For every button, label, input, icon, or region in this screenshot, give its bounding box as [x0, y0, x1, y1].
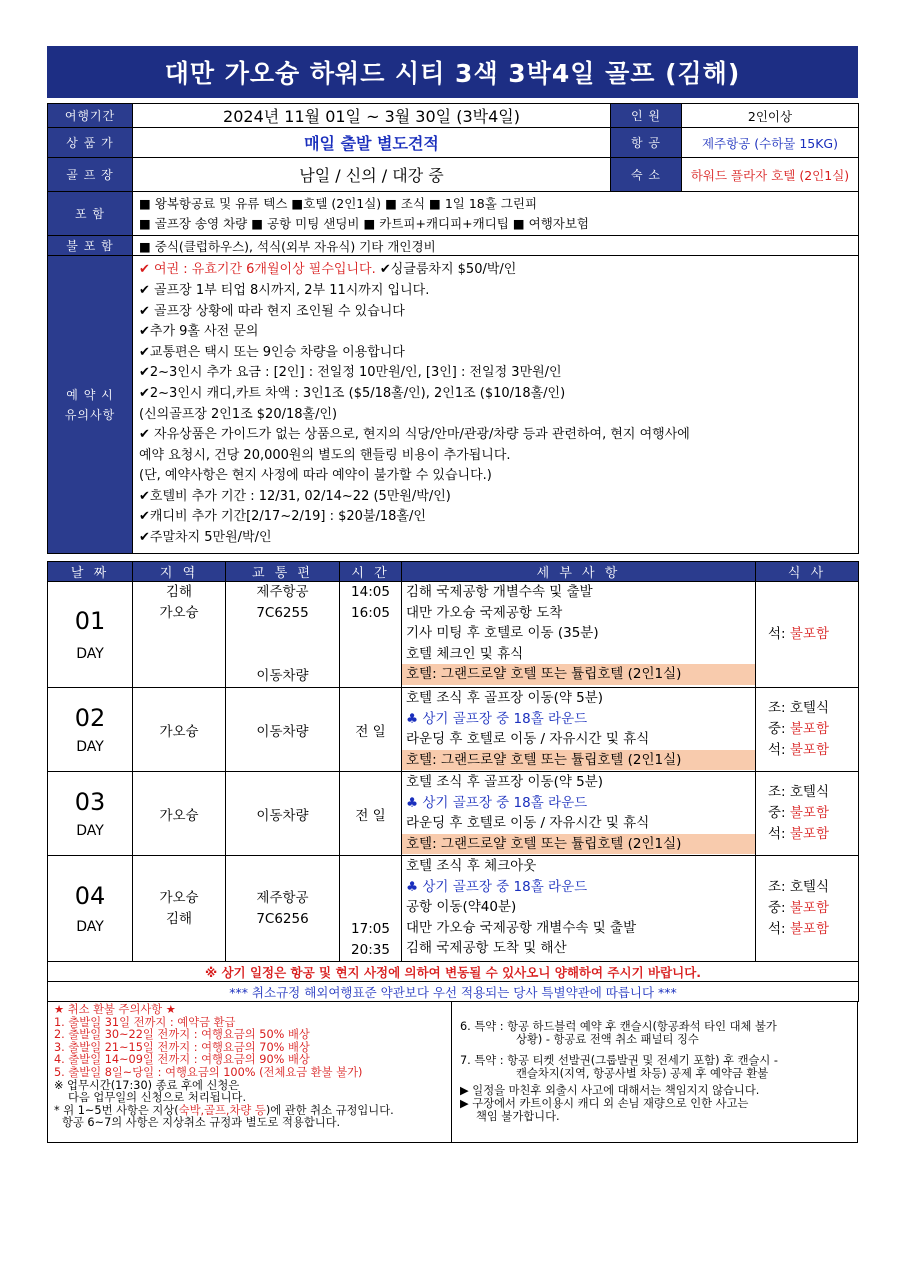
schedule-notice: ※ 상기 일정은 항공 및 현지 사정에 의하여 변동될 수 있사오니 양해하여 주시기 바랍니다.	[48, 962, 859, 982]
exclude-value: ■ 중식(클럽하우스), 석식(외부 자유식) 기타 개인경비	[133, 236, 859, 256]
special-term-6: 6. 특약 : 항공 하드블럭 예약 후 캔슬시(항공좌석 타인 대체 불가	[460, 1020, 777, 1033]
meal-label: 중:	[768, 721, 786, 737]
day-word: DAY	[76, 918, 104, 935]
cancel-item: 1. 출발일 31일 전까지 : 예약금 환급	[54, 1015, 236, 1029]
detail-line: ♣ 상기 골프장 중 18홀 라운드	[406, 794, 588, 811]
detail-line: 기사 미팅 후 호텔로 이동 (35분)	[406, 625, 599, 641]
meal-label: 중:	[768, 805, 786, 821]
meal-value: 불포함	[789, 742, 830, 758]
notes-label-line-1: 예 약 시	[66, 387, 114, 402]
transport-text	[226, 624, 339, 645]
notes-line: (단, 예약사항은 현지 사정에 따라 예약이 불가할 수 있습니다.)	[139, 468, 492, 484]
region-text: 김해	[165, 910, 193, 927]
transport-text: 이동차량	[256, 668, 309, 684]
cancel-policy-left	[48, 1002, 452, 1142]
notes-line: ✔주말차지 5만원/박/인	[139, 530, 272, 546]
notes-list	[133, 256, 859, 554]
single-room-note: ✔싱글룸차지 $50/박/인	[375, 262, 517, 278]
day-number: 01	[74, 606, 106, 635]
col-details: 세 부 사 항	[402, 562, 756, 582]
detail-line: 호텔 조식 후 체크아웃	[406, 858, 537, 874]
detail-line: 공항 이동(약40분)	[406, 899, 517, 915]
notes-line: (신의골프장 2인1조 $20/18홀/인)	[139, 406, 338, 422]
include-line-1: ■ 왕복항공료 및 유류 텍스 ■호텔 (2인1실) ■ 조식 ■ 1일 18홀 그린피	[139, 195, 538, 211]
meal-label: 중:	[768, 900, 786, 916]
cancel-policy-notice: *** 취소규정 해외여행표준 약관보다 우선 적용되는 당사 특별약관에 따릅니다 ***	[48, 982, 859, 1002]
notes-line: ✔2~3인시 추가 요금 : [2인] : 전일정 10만원/인, [3인] : 전일정 3만원/인	[139, 365, 562, 381]
people-value: 2인이상	[682, 104, 859, 128]
time-text: 17:05	[351, 921, 390, 937]
meal-label: 석:	[768, 921, 786, 937]
meal-value: 불포함	[789, 721, 830, 737]
ground-note-pre: * 위 1~5번 사항은 지상(	[54, 1103, 179, 1117]
hotel-label: 숙 소	[611, 158, 682, 192]
col-meal: 식 사	[756, 562, 859, 582]
cancel-item: 3. 출발일 21~15일 전까지 : 여행요금의 70% 배상	[54, 1040, 310, 1054]
notes-line-passport	[139, 260, 858, 281]
day-cell	[48, 688, 133, 772]
transport-text: 7C6255	[256, 605, 309, 621]
time-text: 20:35	[351, 942, 390, 958]
region-text: 김해	[165, 584, 193, 600]
detail-line: 김해 국제공항 개별수속 및 출발	[406, 584, 593, 600]
airline-value: 제주항공 (수하물 15KG)	[682, 128, 859, 158]
col-time: 시 간	[340, 562, 402, 582]
schedule-table	[47, 561, 859, 1002]
day-word: DAY	[76, 645, 104, 662]
detail-line: 김해 국제공항 도착 및 해산	[406, 940, 567, 956]
transport-text	[226, 645, 339, 666]
detail-line: 호텔 조식 후 골프장 이동(약 5분)	[406, 774, 604, 790]
day-row-01	[48, 582, 859, 688]
special-term-7: 7. 특약 : 항공 티켓 선발권(그룹발권 및 전세기 포함) 후 캔슬시 -	[460, 1054, 778, 1067]
liability-note-2: ▶ 구장에서 카트이용시 캐디 외 손님 재량으로 인한 사고는	[460, 1097, 749, 1110]
transport-cell: 이동차량	[226, 772, 340, 856]
exclude-label: 불 포 함	[48, 236, 133, 256]
time-cell: 전 일	[340, 688, 402, 772]
meal-cell	[756, 772, 859, 856]
time-cell: 전 일	[340, 772, 402, 856]
notes-label-line-2: 유의사항	[64, 407, 116, 422]
office-hours-note: ※ 업무시간(17:30) 종료 후에 신청은	[54, 1078, 240, 1092]
price-label: 상 품 가	[48, 128, 133, 158]
details-cell	[402, 582, 756, 688]
day-cell	[48, 772, 133, 856]
cancel-item: 4. 출발일 14~09일 전까지 : 여행요금의 90% 배상	[54, 1053, 310, 1067]
day-number: 02	[74, 703, 106, 732]
meal-value: 불포함	[789, 805, 830, 821]
liability-note-1: ▶ 일정을 마친후 외출시 사고에 대해서는 책임지지 않습니다.	[460, 1084, 760, 1097]
notes-line: ✔추가 9홀 사전 문의	[139, 324, 259, 340]
transport-text: 7C6256	[256, 910, 309, 927]
meal-label: 조:	[768, 700, 786, 716]
meal-value: 호텔식	[789, 784, 830, 800]
detail-line: 대만 가오슝 국제공항 개별수속 및 출발	[406, 919, 637, 936]
details-cell	[402, 688, 756, 772]
golf-value: 남일 / 신의 / 대강 중	[133, 158, 611, 192]
notes-line: ✔ 골프장 1부 티업 8시까지, 2부 11시까지 입니다.	[139, 282, 430, 298]
ground-note-post: )에 관한 취소 규정입니다.	[265, 1103, 394, 1117]
notes-line: ✔교통편은 택시 또는 9인승 차량을 이용합니다	[139, 344, 405, 360]
notes-line: ✔호텔비 추가 기간 : 12/31, 02/14~22 (5만원/박/인)	[139, 488, 451, 504]
detail-line: ♣ 상기 골프장 중 18홀 라운드	[406, 710, 588, 727]
detail-line: ♣ 상기 골프장 중 18홀 라운드	[406, 878, 588, 895]
region-cell: 가오슝	[133, 772, 226, 856]
region-text: 가오슝	[159, 889, 199, 906]
include-value	[133, 192, 859, 236]
day-word: DAY	[76, 738, 104, 755]
time-cell	[340, 856, 402, 962]
time-text: 16:05	[351, 605, 390, 621]
transport-text: 제주항공	[256, 584, 309, 600]
cancel-title: ★ 취소 환불 주의사항 ★	[54, 1003, 176, 1016]
hotel-value: 하워드 플라자 호텔 (2인1실)	[682, 158, 859, 192]
col-transport: 교 통 편	[226, 562, 340, 582]
airline-label: 항 공	[611, 128, 682, 158]
day-row-04	[48, 856, 859, 962]
day-word: DAY	[76, 822, 104, 839]
notes-line: ✔캐디비 추가 기간[2/17~2/19] : $20불/18홀/인	[139, 509, 426, 525]
passport-note: ✔ 여권 : 유효기간 6개월이상 필수입니다.	[139, 262, 376, 278]
special-term-7-cont: 캔슬차지(지역, 항공사별 차등) 공제 후 예약금 환불	[516, 1067, 769, 1080]
transport-cell	[226, 856, 340, 962]
liability-note-2-cont: 책임 불가합니다.	[476, 1110, 560, 1123]
col-date: 날 짜	[48, 562, 133, 582]
notes-line: 예약 요청시, 건당 20,000원의 별도의 핸들링 비용이 추가됩니다.	[139, 447, 511, 463]
region-cell	[133, 856, 226, 962]
period-value: 2024년 11월 01일 ~ 3월 30일 (3박4일)	[133, 104, 611, 128]
transport-text: 제주항공	[256, 889, 309, 906]
day-cell	[48, 582, 133, 688]
transport-cell: 이동차량	[226, 688, 340, 772]
detail-line: 호텔 체크인 및 휴식	[406, 645, 524, 662]
special-term-6-cont: 상황) - 항공료 전액 취소 패널티 징수	[516, 1033, 699, 1046]
transport-cell	[226, 582, 340, 688]
period-label: 여행기간	[48, 104, 133, 128]
meal-value: 호텔식	[789, 879, 830, 895]
ground-note-red: 숙박,골프,차량 등	[178, 1103, 266, 1117]
cancel-item: 5. 출발일 8일~당일 : 여행요금의 100% (전체요금 환불 불가)	[54, 1065, 363, 1079]
time-cell	[340, 582, 402, 688]
air-cancel-note: 항공 6~7의 사항은 지상취소 규정과 별도로 적용합니다.	[62, 1116, 341, 1130]
meal-label: 조:	[768, 784, 786, 800]
detail-line: 라운딩 후 호텔로 이동 / 자유시간 및 휴식	[406, 815, 650, 831]
details-cell	[402, 856, 756, 962]
hotel-line: 호텔: 그랜드로얄 호텔 또는 튤립호텔 (2인1실)	[402, 750, 755, 771]
office-hours-note-2: 다음 업무일의 신청으로 처리됩니다.	[68, 1091, 247, 1105]
meal-value: 호텔식	[789, 700, 830, 716]
detail-line: 호텔 조식 후 골프장 이동(약 5분)	[406, 690, 604, 706]
region-cell: 가오슝	[133, 688, 226, 772]
region-text: 가오슝	[159, 605, 199, 621]
meal-cell	[756, 688, 859, 772]
hotel-line: 호텔: 그랜드로얄 호텔 또는 튤립호텔 (2인1실)	[402, 834, 755, 855]
golf-label: 골 프 장	[48, 158, 133, 192]
page-title: 대만 가오슝 하워드 시티 3색 3박4일 골프 (김해)	[47, 46, 858, 98]
meal-value: 불포함	[789, 900, 830, 916]
meal-label: 석:	[768, 826, 786, 842]
day-number: 03	[74, 787, 106, 816]
detail-line: 라운딩 후 호텔로 이동 / 자유시간 및 휴식	[406, 731, 650, 747]
notes-label	[48, 256, 133, 554]
include-label: 포 함	[48, 192, 133, 236]
hotel-line: 호텔: 그랜드로얄 호텔 또는 튤립호텔 (2인1실)	[402, 664, 755, 685]
price-value: 매일 출발 별도견적	[133, 128, 611, 158]
meal-value: 불포함	[789, 626, 830, 642]
meal-value: 불포함	[789, 826, 830, 842]
col-region: 지 역	[133, 562, 226, 582]
people-label: 인 원	[611, 104, 682, 128]
time-text: 14:05	[351, 584, 390, 600]
day-row-02	[48, 688, 859, 772]
day-number: 04	[74, 881, 106, 910]
meal-cell	[756, 582, 859, 688]
meal-value: 불포함	[789, 921, 830, 937]
meal-label: 석:	[768, 626, 786, 642]
include-line-2: ■ 골프장 송영 차량 ■ 공항 미팅 샌딩비 ■ 카트피+캐디피+캐디팁 ■ 여행자보험	[139, 215, 589, 231]
detail-line: 대만 가오슝 국제공항 도착	[406, 604, 563, 621]
cancel-policy-box	[47, 1001, 858, 1143]
notes-line: ✔ 골프장 상황에 따라 현지 조인될 수 있습니다	[139, 303, 405, 319]
cancel-item: 2. 출발일 30~22일 전까지 : 여행요금의 50% 배상	[54, 1028, 310, 1042]
day-cell	[48, 856, 133, 962]
meal-label: 석:	[768, 742, 786, 758]
meal-cell	[756, 856, 859, 962]
day-row-03	[48, 772, 859, 856]
info-table	[47, 103, 859, 554]
notes-line: ✔ 자유상품은 가이드가 없는 상품으로, 현지의 식당/안마/관광/차량 등과 관련하여, 현지 여행사에	[139, 427, 690, 443]
cancel-policy-right	[452, 1002, 857, 1142]
region-cell	[133, 582, 226, 688]
meal-label: 조:	[768, 879, 786, 895]
notes-line: ✔2~3인시 캐디,카트 차액 : 3인1조 ($5/18홀/인), 2인1조 ($10/18홀/인)	[139, 385, 566, 401]
details-cell	[402, 772, 756, 856]
